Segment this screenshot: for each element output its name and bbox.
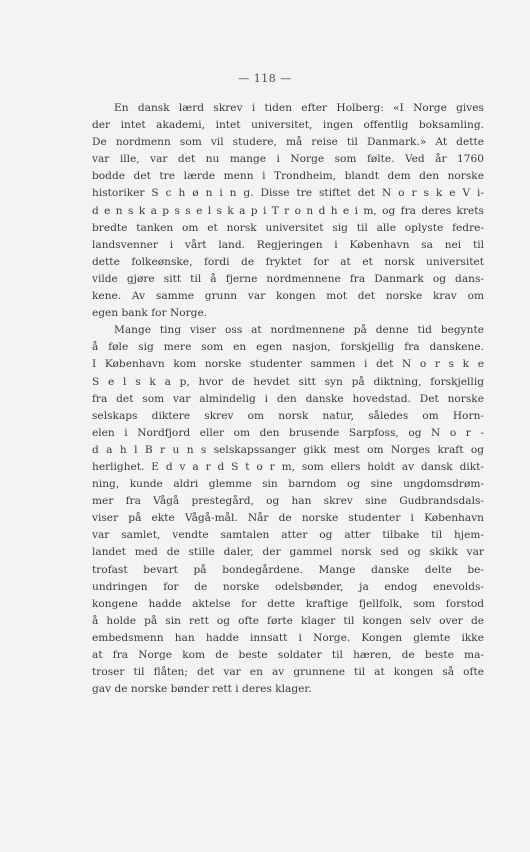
text-line: landet med de stille daler, der gammel norsk sed og skikk var [92,546,484,559]
text-line: d a h l B r u n s selskapssanger gikk mest om Norges kraft og [92,443,484,456]
text-line: gav de norske bønder rett i deres klager. [92,683,312,696]
text-line: egen bank for Norge. [92,307,208,320]
text-line: bodde det tre lærde menn i Trondheim, blandt dem den norske [92,170,484,183]
paragraph [92,322,484,698]
paragraph [92,100,484,322]
text-line: landsvenner i vårt land. Regjeringen i København sa nei til [92,238,484,251]
text-line: mer fra Vågå prestegård, og han skrev sine Gudbrandsdals- [92,495,484,508]
text-line: De nordmenn som vil studere, må reise til Danmark.» At dette [92,136,484,149]
text-line: ning, kunde aldri glemme sin barndom og sine ungdomsdrøm- [92,478,484,491]
text-line: var samlet, vendte samtalen atter og atter tilbake til hjem- [92,529,484,542]
text-line: trofast bevart på bondegårdene. Mange danske delte be- [92,563,484,576]
text-line: fra det som var almindelig i den danske hovedstad. Det norske [92,392,484,405]
text-line: troser til flåten; det var en av grunnene til at kongen så ofte [92,666,484,679]
text-line: undringen for de norske odelsbønder, ja endog enevolds- [92,580,484,593]
text-line: der intet akademi, intet universitet, ingen offentlig boksamling. [92,119,484,132]
text-line: S e l s k a p, hvor de hevdet sitt syn på diktning, forskjellig [92,375,484,388]
text-line: at fra Norge kom de beste soldater til hæren, de beste ma- [92,649,484,661]
text-line: kene. Av samme grunn var kongen mot det norske krav om [92,290,484,303]
text-line: viser på ekte Vågå-mål. Når de norske studenter i København [92,512,484,525]
text-line: vilde gjøre sitt til å fjerne nordmennene fra Danmark og dans- [92,272,484,285]
text-line: Mange ting viser oss at nordmennene på denne tid begynte [114,324,484,337]
text-line: å holde på sin rett og ofte førte klager til kongen selv over de [92,614,484,627]
text-line: å føle sig mere som en egen nasjon, forskjellig fra danskene. [92,341,484,354]
text-line: historiker S c h ø n i n g. Disse tre stiftet det N o r s k e V i- [92,187,484,200]
text-line: dette folkeønske, fordi de fryktet for at et norsk universitet [92,255,484,268]
text-line: herlighet. E d v a r d S t o r m, som ellers holdt av dansk dikt- [92,460,484,473]
text-line: embedsmenn han hadde innsatt i Norge. Kongen glemte ikke [92,631,484,644]
text-line: bredte tanken om et norsk universitet sig til alle oplyste fedre- [92,221,484,234]
text-line: kongene hadde aktelse for dette kraftige fjellfolk, som forstod [92,597,484,610]
text-line: selskaps diktere skrev om norsk natur, således om Horn- [92,409,484,422]
text-line: var ille, var det nu mange i Norge som følte. Ved år 1760 [92,153,484,166]
text-line: elen i Nordfjord eller om den brusende Sarpfoss, og N o r - [92,426,484,439]
text-line: En dansk lærd skrev i tiden efter Holberg: «I Norge gives [114,102,484,114]
text-line: d e n s k a p s s e l s k a p i T r o n d h e i m, og fra deres krets [92,204,484,217]
body-text [92,100,484,698]
text-line: I København kom norske studenter sammen i det N o r s k e [92,358,484,371]
page-number: — 118 — [238,72,292,85]
